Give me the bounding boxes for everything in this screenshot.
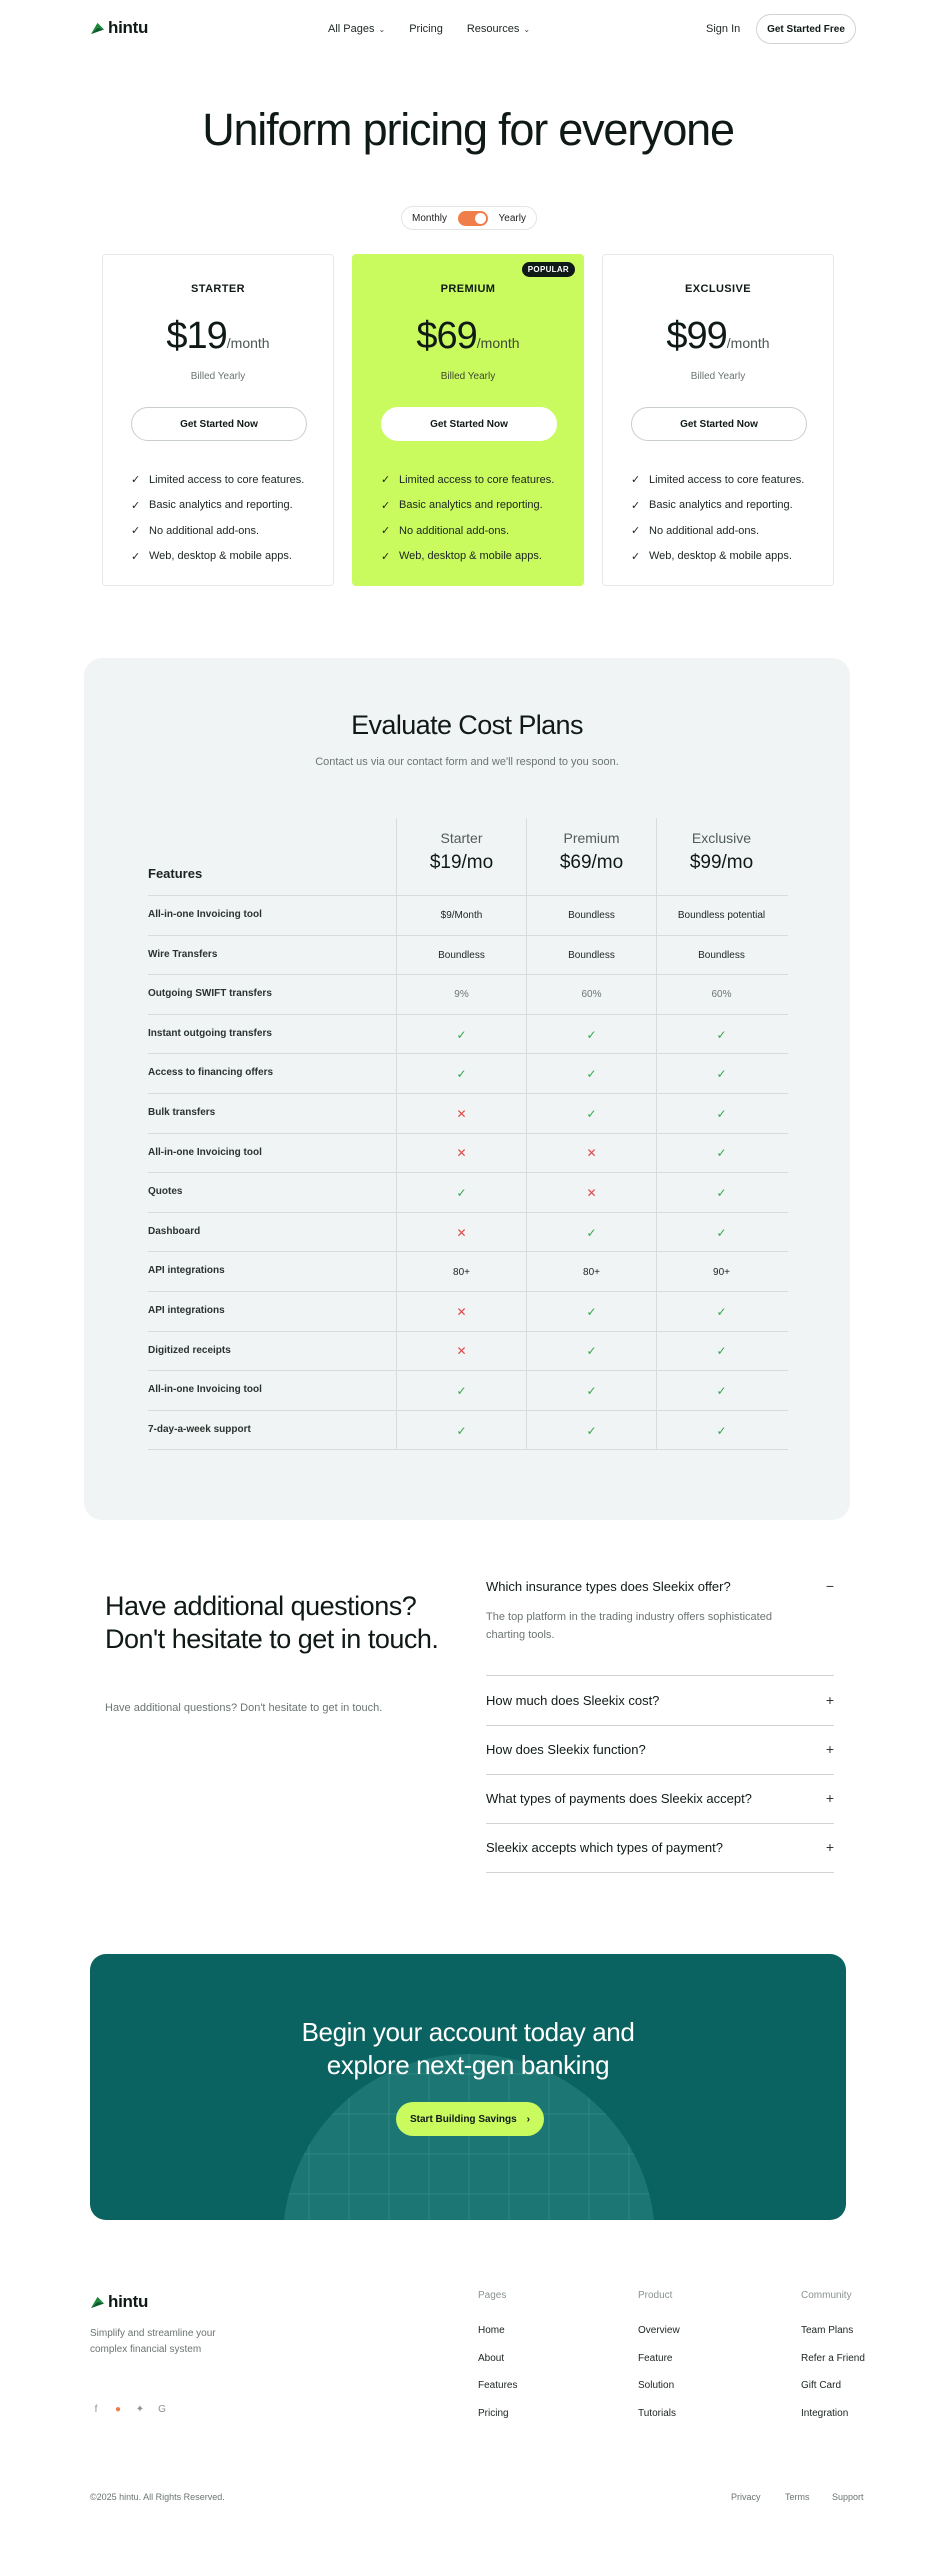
plan-feature-text: Limited access to core features. xyxy=(149,473,305,486)
start-building-savings-button[interactable] xyxy=(396,2102,544,2136)
plan-price-amount: $69 xyxy=(416,315,477,357)
plan-name: PREMIUM xyxy=(440,283,496,295)
table-cell xyxy=(656,1411,786,1451)
faq-subtitle: Have additional questions? Don't hesitate to get in touch. xyxy=(105,1702,383,1714)
table-cell xyxy=(396,1213,526,1253)
check-icon: ✓ xyxy=(381,525,391,538)
footer-brand-logo[interactable] xyxy=(90,2292,148,2312)
plan-price xyxy=(603,315,833,358)
footer-link-feature[interactable]: Feature xyxy=(638,2352,673,2364)
table-cell: 60% xyxy=(526,975,656,1015)
check-icon: ✓ xyxy=(716,1027,727,1042)
plan-feature-list xyxy=(131,467,304,569)
check-icon: ✓ xyxy=(131,525,141,538)
brand-name: hintu xyxy=(108,2292,149,2311)
plan-billed: Billed Yearly xyxy=(690,371,746,382)
sign-in-link[interactable]: Sign In xyxy=(706,23,741,35)
column-plan-price: $19/mo xyxy=(429,852,494,873)
button-label: Start Building Savings xyxy=(409,2113,517,2125)
table-cell xyxy=(396,1134,526,1174)
github-icon[interactable]: ● xyxy=(114,2404,122,2415)
cross-icon: ✕ xyxy=(456,1344,467,1359)
features-header: Features xyxy=(148,866,203,881)
faq-question[interactable] xyxy=(486,1578,834,1594)
cross-icon: ✕ xyxy=(456,1106,467,1121)
plan-feature xyxy=(631,544,804,570)
table-row xyxy=(148,1371,788,1411)
table-row xyxy=(148,1094,788,1134)
column-plan-price: $69/mo xyxy=(559,852,624,873)
table-row xyxy=(148,1213,788,1253)
check-icon: ✓ xyxy=(716,1225,727,1240)
twitter-icon[interactable]: ✦ xyxy=(135,2404,145,2415)
check-icon: ✓ xyxy=(716,1106,727,1121)
check-icon: ✓ xyxy=(381,550,391,563)
faq-item[interactable] xyxy=(486,1790,834,1824)
table-cell: 80+ xyxy=(526,1252,656,1292)
google-icon[interactable]: G xyxy=(158,2404,166,2415)
table-cell: 60% xyxy=(656,975,786,1015)
plan-card-premium xyxy=(352,254,584,586)
footer-column-pages xyxy=(478,2290,517,2435)
row-feature-label: Outgoing SWIFT transfers xyxy=(148,988,272,1000)
plan-price-amount: $19 xyxy=(166,315,227,357)
footer-link-terms[interactable]: Terms xyxy=(785,2492,810,2502)
check-icon: ✓ xyxy=(716,1146,727,1161)
plan-feature-text: Basic analytics and reporting. xyxy=(399,499,543,512)
cross-icon: ✕ xyxy=(456,1225,467,1240)
table-row xyxy=(148,1332,788,1372)
table-cell xyxy=(396,1015,526,1055)
table-cell xyxy=(526,1173,656,1213)
copyright: ©2025 hintu. All Rights Reserved. xyxy=(90,2492,225,2502)
page-title: Uniform pricing for everyone xyxy=(202,104,734,155)
table-cell: Boundless potential xyxy=(656,896,786,936)
banner-title-line: Begin your account today and xyxy=(301,2017,635,2047)
footer-column-community xyxy=(801,2290,865,2435)
nav-link-pricing[interactable] xyxy=(409,23,443,35)
table-row xyxy=(148,1173,788,1213)
brand-name: hintu xyxy=(108,18,149,37)
cross-icon: ✕ xyxy=(586,1146,597,1161)
plan-feature xyxy=(631,493,804,519)
table-row xyxy=(148,1252,788,1292)
row-feature-label: Access to financing offers xyxy=(148,1067,274,1079)
plan-name: EXCLUSIVE xyxy=(685,283,751,295)
plan-feature xyxy=(131,467,304,493)
footer-link-home[interactable]: Home xyxy=(478,2325,505,2336)
footer-link-team-plans[interactable]: Team Plans xyxy=(801,2325,854,2336)
plan-name: STARTER xyxy=(191,283,245,295)
comparison-table-header xyxy=(148,818,788,896)
check-icon: ✓ xyxy=(131,474,141,487)
nav-link-label: All Pages xyxy=(328,23,375,35)
check-icon: ✓ xyxy=(716,1304,727,1319)
table-cell: 80+ xyxy=(396,1252,526,1292)
plan-feature xyxy=(381,544,554,570)
billing-toggle-switch[interactable] xyxy=(458,211,488,226)
social-links xyxy=(90,2404,168,2415)
check-icon: ✓ xyxy=(631,525,641,538)
check-icon: ✓ xyxy=(586,1383,597,1398)
faq-question-text: What types of payments does Sleekix accept? xyxy=(486,1790,752,1806)
facebook-icon[interactable]: f xyxy=(94,2404,98,2415)
table-cell xyxy=(656,1332,786,1372)
table-cell: Boundless xyxy=(396,936,526,976)
chevron-down-icon: ⌄ xyxy=(378,24,386,34)
column-plan-name: Premium xyxy=(563,830,620,846)
table-cell xyxy=(526,1054,656,1094)
plan-feature xyxy=(631,467,804,493)
faq-question-text: How does Sleekix function? xyxy=(486,1741,646,1757)
get-started-now-button[interactable]: Get Started Now xyxy=(631,407,807,441)
plan-price xyxy=(103,315,333,358)
banner-title-line: explore next-gen banking xyxy=(326,2050,610,2080)
table-row xyxy=(148,1015,788,1055)
table-cell: 90+ xyxy=(656,1252,786,1292)
row-feature-label: Instant outgoing transfers xyxy=(148,1027,272,1039)
row-feature-label: All-in-one Invoicing tool xyxy=(148,1384,262,1396)
plan-feature-text: No additional add-ons. xyxy=(649,524,760,537)
row-feature-label: All-in-one Invoicing tool xyxy=(148,909,262,920)
column-plan-price: $99/mo xyxy=(689,852,754,873)
table-row xyxy=(148,896,788,936)
plan-price-amount: $99 xyxy=(666,315,727,357)
get-started-now-button[interactable]: Get Started Now xyxy=(381,407,557,441)
check-icon: ✓ xyxy=(456,1185,467,1200)
check-icon: ✓ xyxy=(716,1383,727,1398)
plan-price-period: /month xyxy=(476,335,520,351)
faq-title: Have additional questions? Don't hesitate to get in touch. xyxy=(105,1591,439,1654)
check-icon: ✓ xyxy=(716,1344,727,1359)
table-row xyxy=(148,936,788,976)
table-row xyxy=(148,1054,788,1094)
row-feature-label: API integrations xyxy=(148,1265,225,1277)
faq-item[interactable] xyxy=(486,1578,834,1676)
section-subtitle: Contact us via our contact form and we'll respond to you soon. xyxy=(315,756,619,768)
check-icon: ✓ xyxy=(586,1067,597,1082)
footer-link-gift-card[interactable]: Gift Card xyxy=(801,2380,842,2391)
brand-logo[interactable] xyxy=(90,18,148,38)
footer-link-support[interactable]: Support xyxy=(832,2492,864,2502)
faq-question[interactable] xyxy=(486,1692,834,1708)
plan-feature xyxy=(131,493,304,519)
table-cell xyxy=(526,1292,656,1332)
column-plan-name: Starter xyxy=(440,830,483,846)
faq-question[interactable] xyxy=(486,1790,834,1806)
column-header-starter xyxy=(396,818,526,896)
chevron-right-icon: › xyxy=(526,2113,531,2125)
table-cell xyxy=(656,1015,786,1055)
footer-link-privacy[interactable]: Privacy xyxy=(731,2492,761,2502)
plan-feature-text: Basic analytics and reporting. xyxy=(149,499,293,512)
table-cell xyxy=(526,1371,656,1411)
check-icon: ✓ xyxy=(716,1185,727,1200)
row-feature-label: Quotes xyxy=(148,1186,183,1198)
table-row xyxy=(148,1292,788,1332)
nav-link-label: Resources xyxy=(466,23,520,35)
plan-feature-list xyxy=(381,467,554,569)
check-icon: ✓ xyxy=(456,1067,467,1082)
plus-icon[interactable]: + xyxy=(825,1741,834,1757)
plan-feature-text: Basic analytics and reporting. xyxy=(649,499,793,512)
cross-icon: ✕ xyxy=(456,1146,467,1161)
cta-banner xyxy=(90,1954,846,2220)
check-icon: ✓ xyxy=(131,499,141,512)
table-cell: $9/Month xyxy=(396,896,526,936)
footer-link-solution[interactable]: Solution xyxy=(638,2380,675,2391)
banner-title xyxy=(90,2016,846,2082)
get-started-now-button[interactable]: Get Started Now xyxy=(131,407,307,441)
table-cell xyxy=(526,1015,656,1055)
table-cell xyxy=(656,1094,786,1134)
plus-icon[interactable]: + xyxy=(825,1692,834,1708)
plan-feature xyxy=(381,518,554,544)
table-cell xyxy=(526,1411,656,1451)
nav-link-label: Pricing xyxy=(409,23,443,35)
footer-column-product xyxy=(638,2290,680,2435)
table-cell xyxy=(656,1371,786,1411)
plan-feature-text: Limited access to core features. xyxy=(649,473,805,486)
row-feature-label: All-in-one Invoicing tool xyxy=(148,1146,262,1158)
table-cell xyxy=(396,1054,526,1094)
footer-link-about[interactable]: About xyxy=(478,2352,505,2364)
table-cell: Boundless xyxy=(656,936,786,976)
table-cell: Boundless xyxy=(526,936,656,976)
top-nav xyxy=(0,0,936,58)
check-icon: ✓ xyxy=(381,474,391,487)
billing-monthly-label[interactable]: Monthly xyxy=(412,212,448,224)
plan-card-starter xyxy=(102,254,334,586)
plan-feature-text: No additional add-ons. xyxy=(149,524,260,537)
check-icon: ✓ xyxy=(586,1027,597,1042)
faq-question[interactable] xyxy=(486,1741,834,1757)
check-icon: ✓ xyxy=(716,1067,727,1082)
check-icon: ✓ xyxy=(586,1225,597,1240)
minus-icon[interactable]: − xyxy=(825,1578,834,1594)
table-cell xyxy=(656,1054,786,1094)
table-row xyxy=(148,1134,788,1174)
column-header-premium xyxy=(526,818,656,896)
faq-question-text: Which insurance types does Sleekix offer? xyxy=(486,1578,731,1594)
check-icon: ✓ xyxy=(586,1423,597,1438)
plan-price-period: /month xyxy=(226,335,270,351)
column-header-exclusive xyxy=(656,818,786,896)
table-cell xyxy=(656,1213,786,1253)
faq-question-text: How much does Sleekix cost? xyxy=(486,1692,660,1708)
footer-column-heading: Community xyxy=(801,2290,852,2301)
plan-billed: Billed Yearly xyxy=(440,371,496,382)
faq-question-text: Sleekix accepts which types of payment? xyxy=(486,1839,724,1855)
plan-feature xyxy=(631,518,804,544)
footer-column-heading: Pages xyxy=(478,2290,507,2301)
table-cell xyxy=(526,1213,656,1253)
plan-price xyxy=(353,315,583,358)
check-icon: ✓ xyxy=(381,499,391,512)
popular-badge: POPULAR xyxy=(522,262,575,277)
row-feature-label: Wire Transfers xyxy=(148,948,218,960)
row-feature-label: Bulk transfers xyxy=(148,1106,216,1118)
faq-answer: The top platform in the trading industry offers sophisticated charting tools. xyxy=(486,1611,772,1641)
table-row xyxy=(148,975,788,1015)
footer-tagline: Simplify and streamline your complex financial system xyxy=(90,2328,216,2355)
column-plan-name: Exclusive xyxy=(691,830,752,846)
logo-icon xyxy=(90,21,105,36)
table-row xyxy=(148,1411,788,1451)
table-cell xyxy=(396,1292,526,1332)
row-feature-label: Digitized receipts xyxy=(148,1344,231,1356)
evaluate-cost-plans-section xyxy=(84,658,850,1520)
section-title: Evaluate Cost Plans xyxy=(351,710,583,740)
table-cell xyxy=(396,1332,526,1372)
plan-feature xyxy=(131,544,304,570)
table-cell xyxy=(526,1332,656,1372)
chevron-down-icon: ⌄ xyxy=(523,24,531,34)
faq-item[interactable] xyxy=(486,1741,834,1775)
plan-feature-text: Web, desktop & mobile apps. xyxy=(399,550,542,563)
table-cell xyxy=(526,1134,656,1174)
check-icon: ✓ xyxy=(631,474,641,487)
plus-icon[interactable]: + xyxy=(825,1790,834,1806)
plus-icon[interactable]: + xyxy=(825,1839,834,1855)
check-icon: ✓ xyxy=(586,1304,597,1319)
table-cell xyxy=(396,1371,526,1411)
faq-item[interactable] xyxy=(486,1839,834,1873)
plan-feature xyxy=(381,467,554,493)
plan-billed: Billed Yearly xyxy=(190,371,246,382)
check-icon: ✓ xyxy=(456,1027,467,1042)
plan-feature xyxy=(381,493,554,519)
check-icon: ✓ xyxy=(631,550,641,563)
check-icon: ✓ xyxy=(716,1423,727,1438)
plan-feature-text: Web, desktop & mobile apps. xyxy=(649,550,792,563)
nav-link-all-pages[interactable] xyxy=(328,23,385,35)
check-icon: ✓ xyxy=(456,1423,467,1438)
get-started-free-button[interactable]: Get Started Free xyxy=(756,14,856,44)
footer-link-refer-a-friend[interactable]: Refer a Friend xyxy=(801,2352,865,2364)
footer-link-overview[interactable]: Overview xyxy=(638,2325,680,2336)
table-cell xyxy=(396,1173,526,1213)
cross-icon: ✕ xyxy=(586,1185,597,1200)
table-cell xyxy=(656,1173,786,1213)
table-cell xyxy=(656,1292,786,1332)
table-cell xyxy=(526,1094,656,1134)
check-icon: ✓ xyxy=(131,550,141,563)
comparison-table xyxy=(148,818,788,1450)
table-cell: Boundless xyxy=(526,896,656,936)
row-feature-label: 7-day-a-week support xyxy=(148,1423,251,1435)
billing-toggle xyxy=(401,206,537,230)
plan-feature-text: Limited access to core features. xyxy=(399,473,555,486)
row-feature-label: Dashboard xyxy=(148,1225,201,1237)
nav-link-resources[interactable] xyxy=(467,23,530,35)
footer-link-pricing[interactable]: Pricing xyxy=(478,2407,509,2419)
check-icon: ✓ xyxy=(586,1106,597,1121)
check-icon: ✓ xyxy=(586,1344,597,1359)
billing-yearly-label[interactable]: Yearly xyxy=(498,212,526,224)
table-cell: 9% xyxy=(396,975,526,1015)
footer-column-heading: Product xyxy=(638,2290,673,2301)
logo-icon xyxy=(90,2295,105,2310)
row-feature-label: API integrations xyxy=(148,1304,225,1316)
faq-item[interactable] xyxy=(486,1692,834,1726)
plan-card-exclusive xyxy=(602,254,834,586)
footer-link-integration[interactable]: Integration xyxy=(801,2407,849,2419)
plan-feature xyxy=(131,518,304,544)
plan-feature-text: Web, desktop & mobile apps. xyxy=(149,550,292,563)
plan-feature-list xyxy=(631,467,804,569)
check-icon: ✓ xyxy=(456,1383,467,1398)
table-cell xyxy=(396,1094,526,1134)
footer-link-features[interactable]: Features xyxy=(478,2380,518,2391)
cross-icon: ✕ xyxy=(456,1304,467,1319)
table-cell xyxy=(396,1411,526,1451)
plan-price-period: /month xyxy=(726,335,770,351)
table-cell xyxy=(656,1134,786,1174)
faq-question[interactable] xyxy=(486,1839,834,1855)
plan-feature-text: No additional add-ons. xyxy=(399,524,510,537)
check-icon: ✓ xyxy=(631,499,641,512)
footer-link-tutorials[interactable]: Tutorials xyxy=(638,2407,676,2419)
